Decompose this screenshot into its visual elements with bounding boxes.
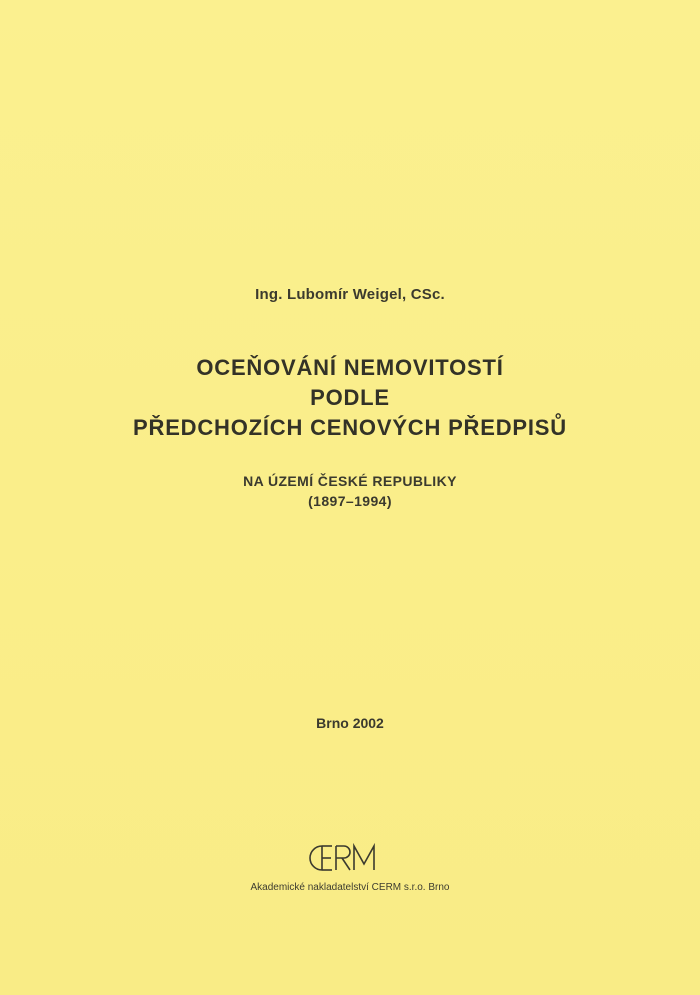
subtitle-line-2: (1897–1994) xyxy=(308,493,392,509)
cerm-logo xyxy=(306,840,382,876)
book-title xyxy=(0,353,700,443)
publisher-line: Akademické nakladatelství CERM s.r.o. Brno xyxy=(250,882,450,893)
title-line-1: OCEŇOVÁNÍ NEMOVITOSTÍ xyxy=(196,355,504,380)
author-name: Ing. Lubomír Weigel, CSc. xyxy=(255,286,445,303)
title-line-3: PŘEDCHOZÍCH CENOVÝCH PŘEDPISŮ xyxy=(133,415,567,440)
place-year: Brno 2002 xyxy=(316,715,384,731)
title-line-2: PODLE xyxy=(310,385,390,410)
subtitle-line-1: NA ÚZEMÍ ČESKÉ REPUBLIKY xyxy=(243,473,457,489)
book-subtitle xyxy=(0,471,700,511)
